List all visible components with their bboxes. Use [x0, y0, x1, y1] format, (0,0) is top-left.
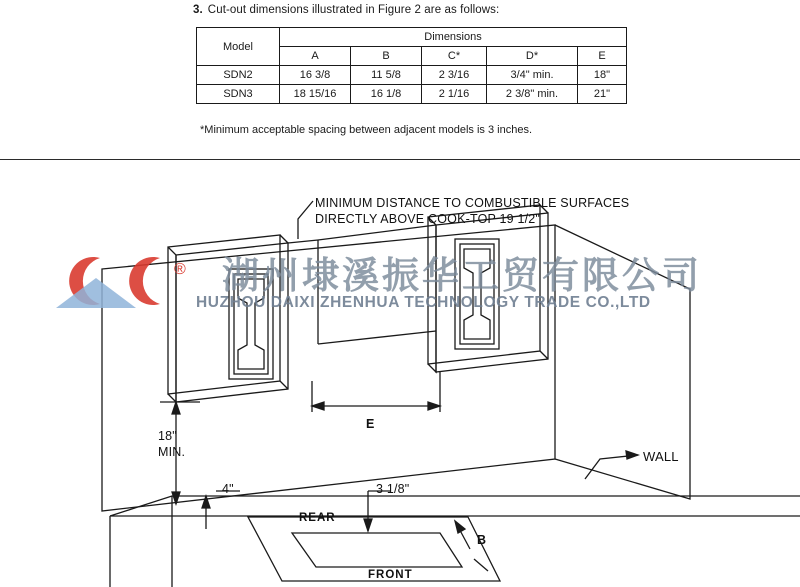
- left-cabinet-door-inner: [234, 274, 268, 374]
- table-cell: 18": [578, 66, 627, 85]
- e-arrow-right: [428, 402, 440, 410]
- three-eighth-arrow: [364, 519, 372, 531]
- left-cabinet-door-outer: [229, 269, 273, 379]
- table-cell: 3/4" min.: [487, 66, 578, 85]
- right-cabinet-edge-bottom: [540, 351, 548, 359]
- table-cell: 21": [578, 85, 627, 104]
- label-front-offset: 4": [222, 482, 234, 496]
- four-inch-arrow: [202, 496, 210, 508]
- table-cell: 16 3/8: [280, 66, 351, 85]
- svg-text:®: ®: [174, 261, 186, 278]
- callout-combustible-line2: DIRECTLY ABOVE COOK-TOP 19 1/2": [315, 212, 541, 226]
- right-cabinet-door-outer: [455, 239, 499, 349]
- right-cabinet-door-detail: [464, 249, 490, 339]
- table-row: [197, 28, 627, 47]
- left-cabinet-front: [168, 235, 280, 394]
- note-line: [193, 4, 499, 16]
- combustible-leader: [298, 201, 313, 239]
- e-arrow-left: [312, 402, 324, 410]
- watermark-chinese: 湖州埭溪振华工贸有限公司: [222, 254, 702, 297]
- b-dim-line2: [474, 559, 488, 571]
- table-row: [197, 85, 627, 104]
- watermark-english: HUZHOU DAIXI ZHENHUA TECHNOLOGY TRADE CO.,LTD: [196, 294, 651, 311]
- label-rear: REAR: [299, 512, 336, 524]
- right-cabinet-front: [428, 205, 540, 364]
- left-cabinet-side: [168, 247, 176, 402]
- counter-top-back: [110, 496, 800, 516]
- technical-drawing: [0, 159, 800, 587]
- left-cabinet-face: [176, 243, 288, 402]
- height-arrow-top: [172, 402, 180, 414]
- label-dim-e: E: [366, 417, 375, 431]
- table-cell: 2 1/16: [422, 85, 487, 104]
- left-cabinet-door-detail: [238, 279, 264, 369]
- table-cell: 16 1/8: [351, 85, 422, 104]
- left-cabinet-edge-top: [280, 235, 288, 243]
- note-number: 3.: [193, 4, 203, 16]
- label-dim-b: B: [477, 533, 487, 547]
- cooktop-inner: [292, 533, 462, 567]
- table-cell: 11 5/8: [351, 66, 422, 85]
- label-front: FRONT: [368, 569, 413, 581]
- callout-wall: WALL: [643, 449, 679, 464]
- label-height-unit: MIN.: [158, 445, 186, 459]
- callout-combustible-line1: MINIMUM DISTANCE TO COMBUSTIBLE SURFACES: [315, 196, 630, 210]
- table-header-b: B: [351, 47, 422, 66]
- table-header-model: Model: [197, 28, 280, 66]
- table-header-dimensions: Dimensions: [280, 28, 627, 47]
- right-cabinet-side: [428, 217, 436, 372]
- table-header-c: C*: [422, 47, 487, 66]
- span-bottom: [318, 331, 436, 344]
- b-arrow-top: [455, 521, 465, 533]
- table-footnote: *Minimum acceptable spacing between adjacent models is 3 inches.: [200, 124, 533, 136]
- back-wall-plane: [102, 225, 555, 511]
- table-row: [197, 66, 627, 85]
- table-cell: 2 3/8" min.: [487, 85, 578, 104]
- right-cabinet-door-inner: [460, 244, 494, 344]
- note-text: Cut-out dimensions illustrated in Figure 2 are as follows:: [207, 4, 500, 16]
- table-cell: 18 15/16: [280, 85, 351, 104]
- table-cell-model: SDN3: [197, 85, 280, 104]
- left-cabinet-edge-bottom: [280, 381, 288, 389]
- label-height-value: 18": [158, 429, 177, 443]
- wall-arrow: [626, 451, 638, 459]
- table-header-e: E: [578, 47, 627, 66]
- right-cabinet-face: [436, 213, 548, 372]
- table-cell-model: SDN2: [197, 66, 280, 85]
- span-top-left: [288, 240, 318, 243]
- label-center-offset: 3 1/8": [376, 482, 410, 496]
- table-header-d: D*: [487, 47, 578, 66]
- table-cell: 2 3/16: [422, 66, 487, 85]
- dimensions-table: [196, 27, 627, 104]
- table-header-a: A: [280, 47, 351, 66]
